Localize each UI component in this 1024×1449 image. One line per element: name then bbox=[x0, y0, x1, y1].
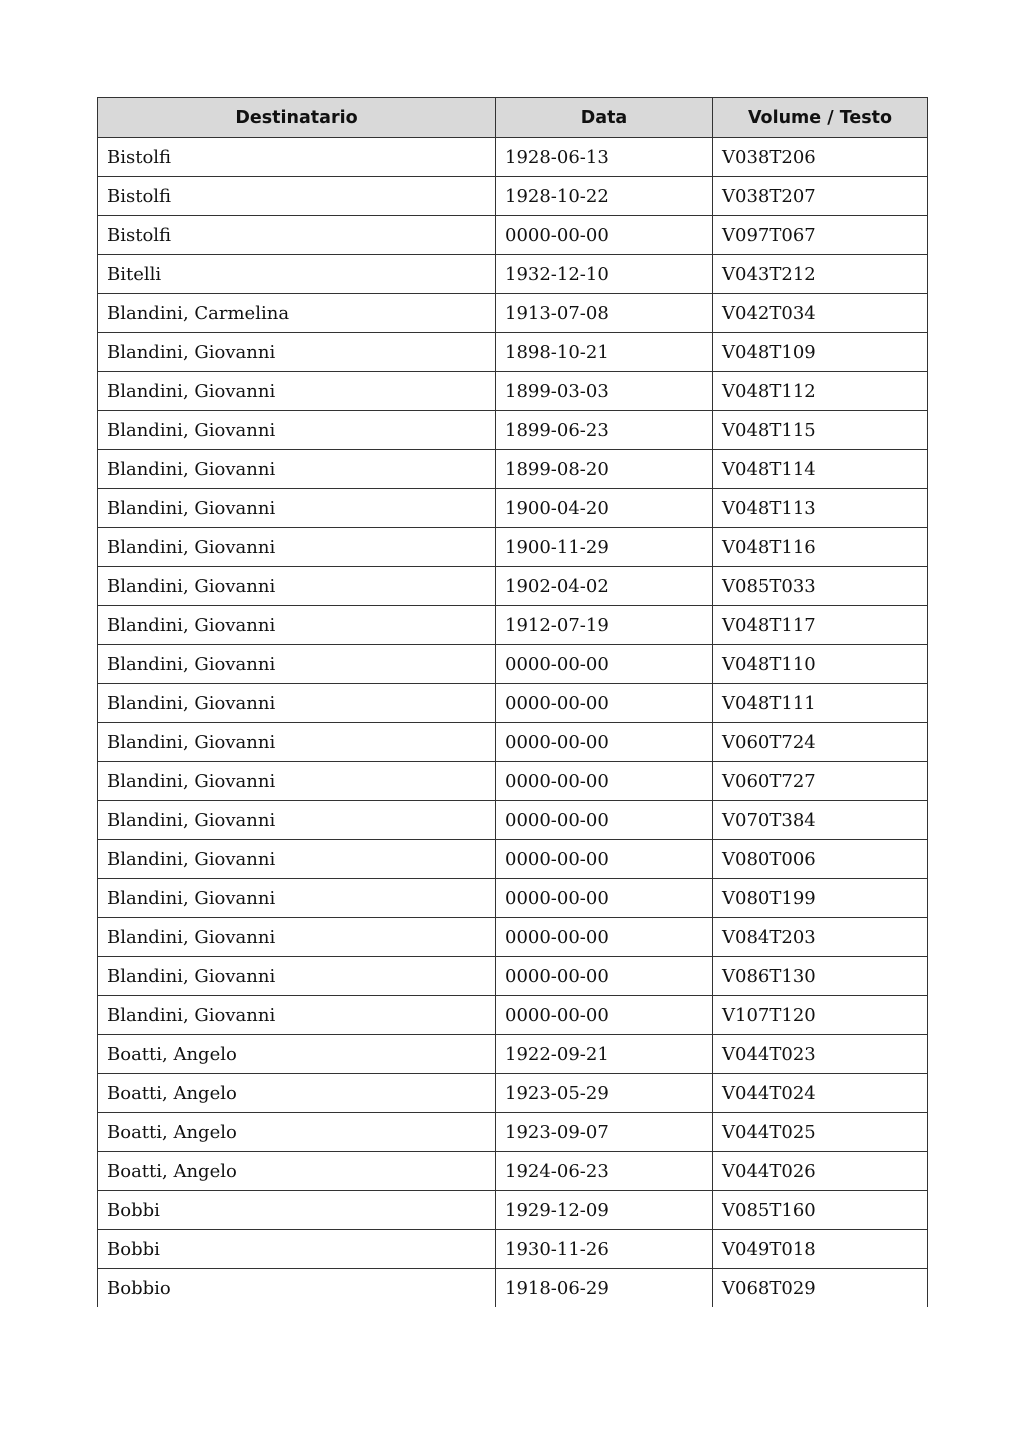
cell-destinatario: Blandini, Giovanni bbox=[98, 372, 496, 411]
cell-destinatario: Bistolfi bbox=[98, 138, 496, 177]
header-row bbox=[98, 98, 928, 138]
cell-data: 0000-00-00 bbox=[496, 762, 713, 801]
cell-data: 1900-04-20 bbox=[496, 489, 713, 528]
table-row bbox=[98, 1230, 928, 1269]
table-row bbox=[98, 255, 928, 294]
table-row bbox=[98, 957, 928, 996]
cell-volume-testo: V044T023 bbox=[713, 1035, 928, 1074]
table-header bbox=[98, 98, 928, 138]
cell-destinatario: Blandini, Giovanni bbox=[98, 723, 496, 762]
cell-destinatario: Blandini, Giovanni bbox=[98, 957, 496, 996]
cell-destinatario: Bistolfi bbox=[98, 177, 496, 216]
column-header-destinatario: Destinatario bbox=[98, 98, 496, 138]
cell-data: 0000-00-00 bbox=[496, 996, 713, 1035]
table-row bbox=[98, 879, 928, 918]
cell-volume-testo: V043T212 bbox=[713, 255, 928, 294]
cell-volume-testo: V048T112 bbox=[713, 372, 928, 411]
cell-data: 1902-04-02 bbox=[496, 567, 713, 606]
cell-volume-testo: V044T025 bbox=[713, 1113, 928, 1152]
cell-volume-testo: V044T024 bbox=[713, 1074, 928, 1113]
cell-volume-testo: V068T029 bbox=[713, 1269, 928, 1308]
cell-volume-testo: V060T727 bbox=[713, 762, 928, 801]
cell-data: 0000-00-00 bbox=[496, 723, 713, 762]
cell-data: 0000-00-00 bbox=[496, 684, 713, 723]
cell-data: 1898-10-21 bbox=[496, 333, 713, 372]
cell-destinatario: Blandini, Giovanni bbox=[98, 411, 496, 450]
cell-volume-testo: V107T120 bbox=[713, 996, 928, 1035]
cell-destinatario: Blandini, Giovanni bbox=[98, 918, 496, 957]
cell-data: 0000-00-00 bbox=[496, 645, 713, 684]
cell-data: 1923-05-29 bbox=[496, 1074, 713, 1113]
cell-destinatario: Bobbi bbox=[98, 1191, 496, 1230]
cell-data: 1899-06-23 bbox=[496, 411, 713, 450]
cell-volume-testo: V048T109 bbox=[713, 333, 928, 372]
table-row bbox=[98, 684, 928, 723]
table-row bbox=[98, 177, 928, 216]
cell-volume-testo: V048T116 bbox=[713, 528, 928, 567]
table-row bbox=[98, 762, 928, 801]
table-row bbox=[98, 1035, 928, 1074]
table-row bbox=[98, 1191, 928, 1230]
column-header-volume-testo: Volume / Testo bbox=[713, 98, 928, 138]
cell-data: 0000-00-00 bbox=[496, 957, 713, 996]
table-row bbox=[98, 411, 928, 450]
cell-destinatario: Blandini, Giovanni bbox=[98, 801, 496, 840]
cell-volume-testo: V044T026 bbox=[713, 1152, 928, 1191]
cell-destinatario: Blandini, Giovanni bbox=[98, 879, 496, 918]
cell-destinatario: Blandini, Giovanni bbox=[98, 567, 496, 606]
table-row bbox=[98, 138, 928, 177]
cell-destinatario: Blandini, Carmelina bbox=[98, 294, 496, 333]
cell-destinatario: Bistolfi bbox=[98, 216, 496, 255]
cell-volume-testo: V084T203 bbox=[713, 918, 928, 957]
cell-volume-testo: V048T115 bbox=[713, 411, 928, 450]
cell-destinatario: Blandini, Giovanni bbox=[98, 996, 496, 1035]
cell-data: 0000-00-00 bbox=[496, 918, 713, 957]
cell-data: 1912-07-19 bbox=[496, 606, 713, 645]
column-header-data: Data bbox=[496, 98, 713, 138]
cell-volume-testo: V038T206 bbox=[713, 138, 928, 177]
cell-data: 0000-00-00 bbox=[496, 879, 713, 918]
cell-destinatario: Boatti, Angelo bbox=[98, 1035, 496, 1074]
cell-volume-testo: V080T199 bbox=[713, 879, 928, 918]
table-row bbox=[98, 1074, 928, 1113]
cell-destinatario: Boatti, Angelo bbox=[98, 1074, 496, 1113]
cell-volume-testo: V048T111 bbox=[713, 684, 928, 723]
cell-data: 1923-09-07 bbox=[496, 1113, 713, 1152]
table-row bbox=[98, 489, 928, 528]
cell-destinatario: Blandini, Giovanni bbox=[98, 606, 496, 645]
table-row bbox=[98, 333, 928, 372]
cell-data: 1899-08-20 bbox=[496, 450, 713, 489]
cell-data: 1928-10-22 bbox=[496, 177, 713, 216]
cell-destinatario: Blandini, Giovanni bbox=[98, 840, 496, 879]
table-row bbox=[98, 840, 928, 879]
cell-data: 1913-07-08 bbox=[496, 294, 713, 333]
cell-destinatario: Blandini, Giovanni bbox=[98, 489, 496, 528]
table-row bbox=[98, 1113, 928, 1152]
cell-volume-testo: V070T384 bbox=[713, 801, 928, 840]
cell-volume-testo: V042T034 bbox=[713, 294, 928, 333]
table-row bbox=[98, 723, 928, 762]
cell-volume-testo: V048T117 bbox=[713, 606, 928, 645]
cell-volume-testo: V048T113 bbox=[713, 489, 928, 528]
cell-destinatario: Blandini, Giovanni bbox=[98, 645, 496, 684]
cell-volume-testo: V097T067 bbox=[713, 216, 928, 255]
cell-volume-testo: V048T114 bbox=[713, 450, 928, 489]
cell-data: 1932-12-10 bbox=[496, 255, 713, 294]
table-row bbox=[98, 528, 928, 567]
table-row bbox=[98, 801, 928, 840]
cell-data: 1900-11-29 bbox=[496, 528, 713, 567]
cell-volume-testo: V049T018 bbox=[713, 1230, 928, 1269]
table-row bbox=[98, 567, 928, 606]
table-row bbox=[98, 450, 928, 489]
cell-data: 1922-09-21 bbox=[496, 1035, 713, 1074]
cell-volume-testo: V086T130 bbox=[713, 957, 928, 996]
cell-destinatario: Blandini, Giovanni bbox=[98, 450, 496, 489]
cell-destinatario: Blandini, Giovanni bbox=[98, 684, 496, 723]
table-row bbox=[98, 996, 928, 1035]
cell-data: 1930-11-26 bbox=[496, 1230, 713, 1269]
table-row bbox=[98, 372, 928, 411]
cell-data: 1928-06-13 bbox=[496, 138, 713, 177]
cell-destinatario: Bobbio bbox=[98, 1269, 496, 1308]
cell-destinatario: Blandini, Giovanni bbox=[98, 333, 496, 372]
cell-volume-testo: V085T160 bbox=[713, 1191, 928, 1230]
table-row bbox=[98, 1152, 928, 1191]
cell-data: 0000-00-00 bbox=[496, 216, 713, 255]
cell-destinatario: Bobbi bbox=[98, 1230, 496, 1269]
table-row bbox=[98, 606, 928, 645]
table-row bbox=[98, 1269, 928, 1308]
cell-data: 0000-00-00 bbox=[496, 840, 713, 879]
table-row bbox=[98, 294, 928, 333]
cell-data: 1924-06-23 bbox=[496, 1152, 713, 1191]
cell-volume-testo: V048T110 bbox=[713, 645, 928, 684]
cell-destinatario: Blandini, Giovanni bbox=[98, 528, 496, 567]
cell-volume-testo: V085T033 bbox=[713, 567, 928, 606]
cell-destinatario: Boatti, Angelo bbox=[98, 1152, 496, 1191]
cell-data: 1899-03-03 bbox=[496, 372, 713, 411]
cell-destinatario: Boatti, Angelo bbox=[98, 1113, 496, 1152]
cell-data: 0000-00-00 bbox=[496, 801, 713, 840]
cell-data: 1929-12-09 bbox=[496, 1191, 713, 1230]
cell-volume-testo: V080T006 bbox=[713, 840, 928, 879]
cell-volume-testo: V060T724 bbox=[713, 723, 928, 762]
cell-volume-testo: V038T207 bbox=[713, 177, 928, 216]
cell-destinatario: Blandini, Giovanni bbox=[98, 762, 496, 801]
table-row bbox=[98, 216, 928, 255]
table-row bbox=[98, 918, 928, 957]
cell-destinatario: Bitelli bbox=[98, 255, 496, 294]
cell-data: 1918-06-29 bbox=[496, 1269, 713, 1308]
letters-table bbox=[97, 97, 928, 1307]
table-row bbox=[98, 645, 928, 684]
table-body bbox=[98, 138, 928, 1308]
